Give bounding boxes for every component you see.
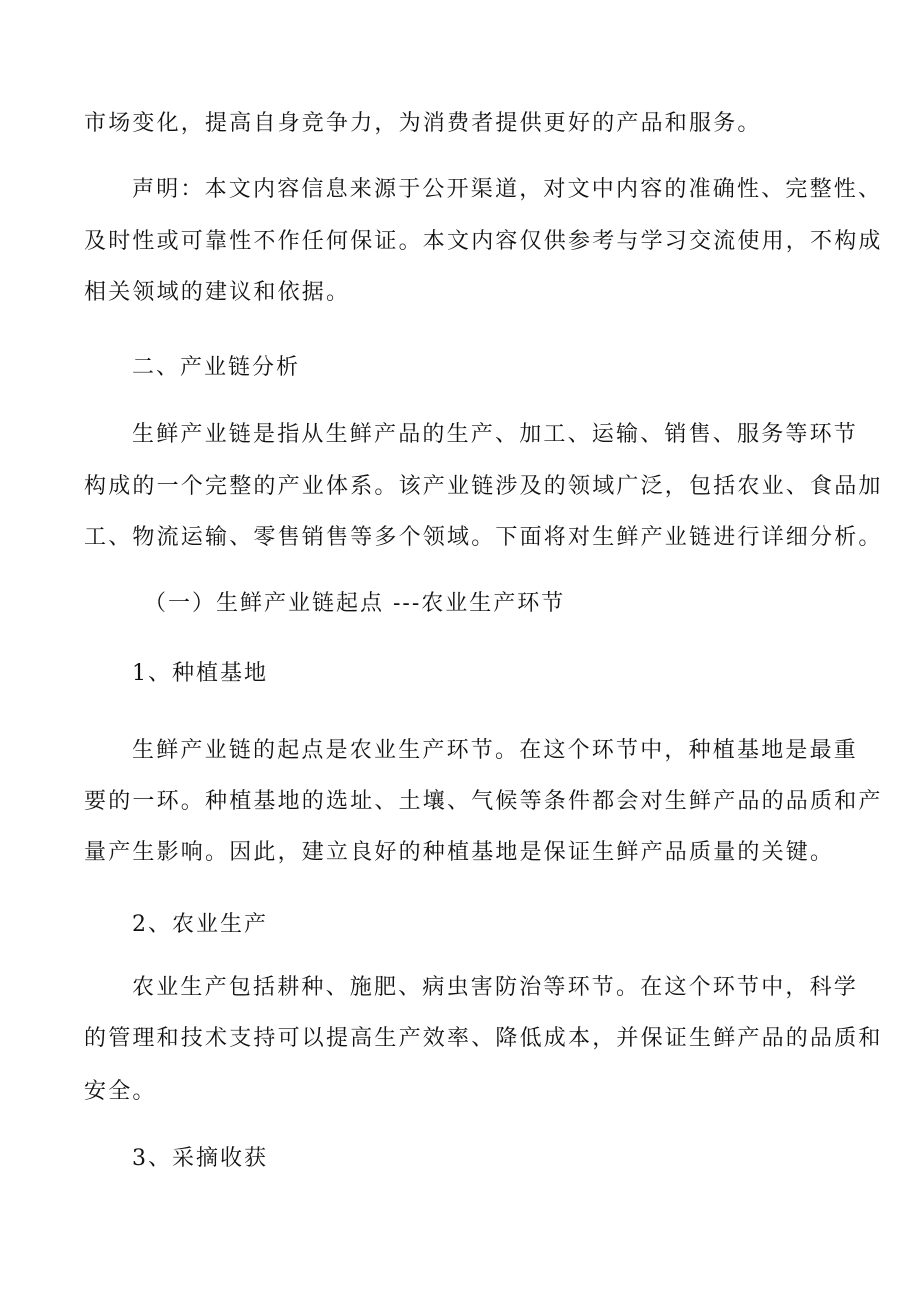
item2-line-1: 农业生产包括耕种、施肥、病虫害防治等环节。在这个环节中，科学	[132, 975, 859, 1000]
section-heading: 二、产业链分析	[132, 355, 301, 380]
item1-line-1: 生鲜产业链的起点是农业生产环节。在这个环节中，种植基地是最重	[132, 738, 859, 763]
item-heading-2: 2、农业生产	[132, 912, 268, 937]
intro-line-3: 工、物流运输、零售销售等多个领域。下面将对生鲜产业链进行详细分析。	[84, 525, 883, 550]
disclaimer-line-1: 声明：本文内容信息来源于公开渠道，对文中内容的准确性、完整性、	[132, 177, 883, 202]
intro-line-2: 构成的一个完整的产业体系。该产业链涉及的领域广泛，包括农业、食品加	[84, 474, 883, 499]
subsection-heading: （一）生鲜产业链起点 ---农业生产环节	[144, 591, 566, 616]
item2-line-2: 的管理和技术支持可以提高生产效率、降低成本，并保证生鲜产品的品质和	[84, 1026, 883, 1051]
disclaimer-line-2: 及时性或可靠性不作任何保证。本文内容仅供参考与学习交流使用，不构成	[84, 229, 883, 254]
disclaimer-line-3: 相关领域的建议和依据。	[84, 280, 351, 305]
item1-line-2: 要的一环。种植基地的选址、土壤、气候等条件都会对生鲜产品的品质和产	[84, 789, 883, 814]
item1-line-3: 量产生影响。因此，建立良好的种植基地是保证生鲜产品质量的关键。	[84, 840, 835, 865]
item-heading-1: 1、种植基地	[132, 661, 268, 686]
intro-line-1: 生鲜产业链是指从生鲜产品的生产、加工、运输、销售、服务等环节	[132, 422, 859, 447]
item2-line-3: 安全。	[84, 1079, 157, 1104]
paragraph-continuation-line: 市场变化，提高自身竞争力，为消费者提供更好的产品和服务。	[84, 111, 762, 136]
item-heading-3: 3、采摘收获	[132, 1146, 268, 1171]
